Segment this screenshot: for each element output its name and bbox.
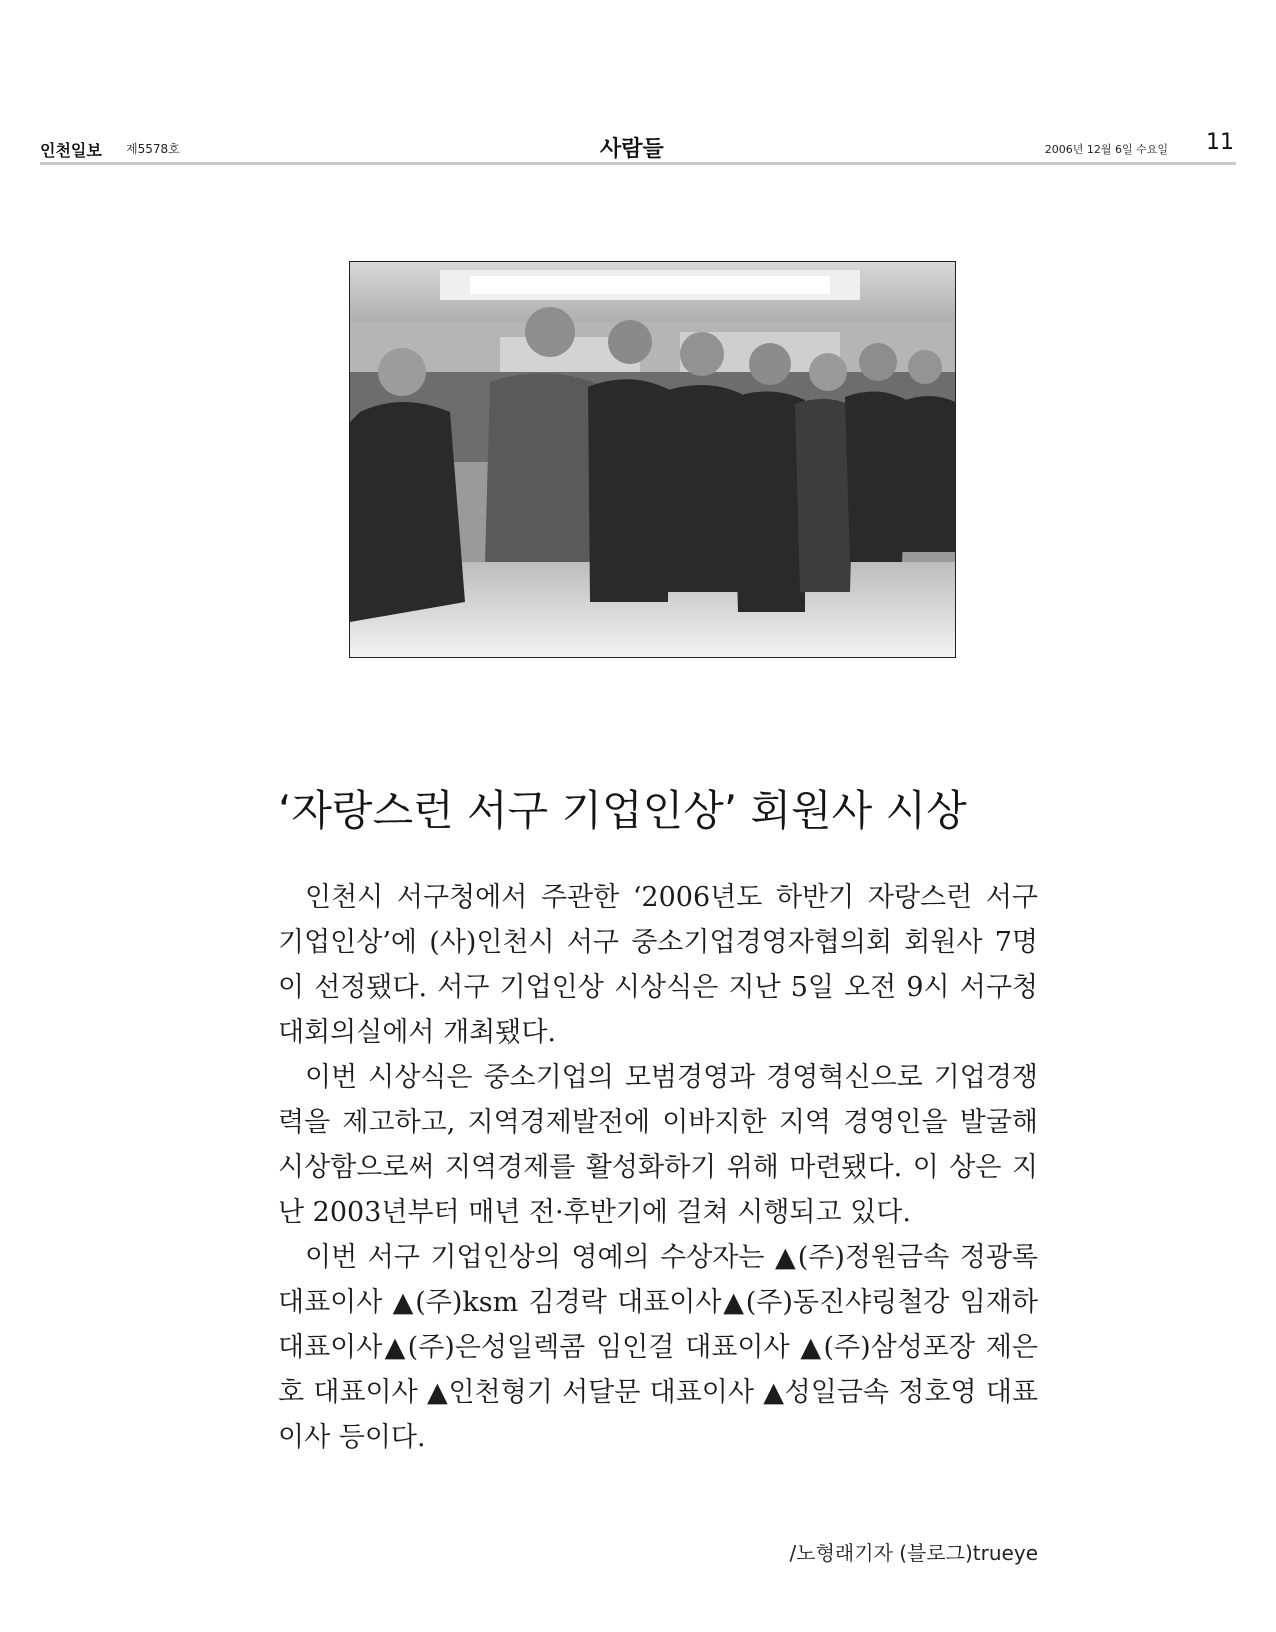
article-headline: ‘자랑스런 서구 기업인상’ 회원사 시상 <box>278 786 967 835</box>
reporter-byline: /노형래기자 (블로그)trueye <box>789 1541 1038 1565</box>
article-paragraph: 이번 시상식은 중소기업의 모범경영과 경영혁신으로 기업경쟁력을 제고하고, 지역경제발전에 이바지한 지역 경영인을 발굴해 시상함으로써 지역경제를 활성화하기 위해 마련됐다. 이 상은 지난 2003년부터 매년 전·후반기에 걸쳐 시행되고 있다. <box>278 1062 1038 1228</box>
article-photo <box>349 261 956 658</box>
header-divider <box>40 162 1236 165</box>
newspaper-name: 인천일보 <box>40 141 102 160</box>
article-body <box>278 875 1038 1460</box>
article-paragraph: 인천시 서구청에서 주관한 ‘2006년도 하반기 자랑스런 서구 기업인상’에 (사)인천시 서구 중소기업경영자협의회 회원사 7명이 선정됐다. 서구 기업인상 시상식은 지난 5일 오전 9시 서구청 대회의실에서 개최됐다. <box>278 882 1038 1048</box>
article-paragraph: 이번 서구 기업인상의 영예의 수상자는 ▲(주)정원금속 정광록 대표이사 ▲(주)ksm 김경락 대표이사▲(주)동진샤링철강 임재하 대표이사▲(주)은성일렉콤 임인걸 대표이사 ▲(주)삼성포장 제은호 대표이사 ▲인천형기 서달문 대표이사 ▲성일금속 정호영 대표이사 등이다. <box>278 1242 1038 1453</box>
publication-date: 2006년 12월 6일 수요일 <box>1044 143 1168 156</box>
page-number: 11 <box>1206 130 1234 155</box>
section-title: 사람들 <box>600 137 664 162</box>
issue-number: 제5578호 <box>126 142 180 156</box>
page-header <box>40 130 1236 164</box>
